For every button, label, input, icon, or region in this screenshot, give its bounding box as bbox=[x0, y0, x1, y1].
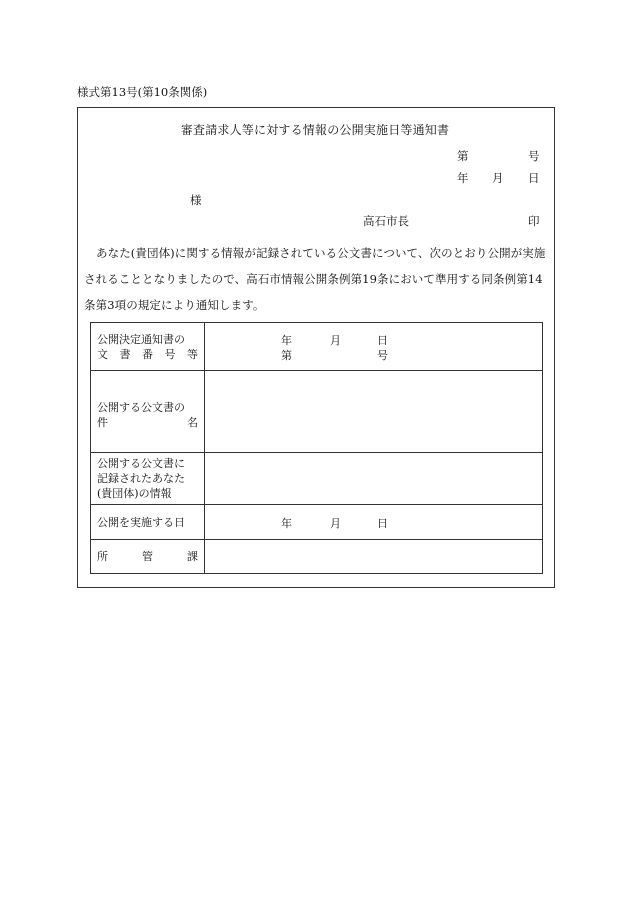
row-value-decision-number bbox=[205, 323, 543, 371]
table-row-department bbox=[91, 540, 543, 574]
row-value-department bbox=[205, 540, 543, 574]
label-char: 番 bbox=[142, 347, 153, 361]
row-label-decision-number bbox=[91, 323, 205, 371]
table-row-document-title bbox=[91, 371, 543, 453]
doc-number-prefix: 第 bbox=[457, 149, 469, 163]
table-row-decision-number bbox=[91, 323, 543, 371]
label-char: 件 bbox=[97, 415, 108, 429]
label-char: 等 bbox=[187, 347, 198, 361]
date-day-label: 日 bbox=[528, 171, 540, 185]
form-number: 様式第13号(第10条関係) bbox=[77, 85, 208, 99]
row-label-document-title bbox=[91, 371, 205, 453]
label-char: 文 bbox=[97, 347, 108, 361]
date-month-label: 月 bbox=[492, 171, 504, 185]
label-char: 課 bbox=[187, 550, 198, 563]
decision-number-prefix: 第 bbox=[281, 348, 292, 362]
implementation-day-label: 日 bbox=[377, 516, 388, 530]
label-line-justified bbox=[97, 549, 204, 564]
label-line: 公開する公文書に bbox=[97, 457, 185, 470]
document-title: 審査請求人等に対する情報の公開実施日等通知書 bbox=[180, 123, 450, 137]
doc-number-suffix: 号 bbox=[528, 149, 540, 163]
table-row-recorded-info bbox=[91, 453, 543, 505]
label-line: 公開決定通知書の bbox=[97, 332, 185, 346]
row-value-implementation-date bbox=[205, 505, 543, 540]
body-line-1: あなた(貴団体)に関する情報が記録されている公文書について、次のとおり公開が実施 bbox=[96, 246, 546, 260]
implementation-month-label: 月 bbox=[330, 516, 341, 530]
addressee-suffix: 様 bbox=[190, 193, 202, 207]
label-char: 名 bbox=[187, 415, 198, 429]
label-line-justified bbox=[97, 415, 204, 430]
row-value-document-title bbox=[205, 371, 543, 453]
label-line: 記録されたあなた bbox=[97, 472, 185, 485]
decision-year-label: 年 bbox=[281, 333, 292, 347]
seal-mark: 印 bbox=[528, 214, 540, 228]
body-line-2: されることとなりましたので、高石市情報公開条例第19条において準用する同条例第14 bbox=[84, 272, 543, 286]
table-row-implementation-date bbox=[91, 505, 543, 540]
label-char: 号 bbox=[164, 347, 176, 361]
implementation-year-label: 年 bbox=[281, 516, 292, 530]
label-char: 管 bbox=[142, 550, 153, 563]
notice-body bbox=[84, 240, 554, 318]
row-value-recorded-info bbox=[205, 453, 543, 505]
issuer-name: 高石市長 bbox=[363, 214, 409, 228]
body-line-3: 条第3項の規定により通知します。 bbox=[84, 298, 265, 312]
decision-day-label: 日 bbox=[377, 333, 388, 347]
label-line: (貴団体)の情報 bbox=[97, 487, 172, 500]
decision-month-label: 月 bbox=[330, 333, 341, 347]
row-label-implementation-date: 公開を実施する日 bbox=[91, 505, 205, 540]
row-label-department bbox=[91, 540, 205, 574]
decision-number-suffix: 号 bbox=[377, 348, 388, 362]
detail-table bbox=[90, 322, 543, 574]
label-line-justified bbox=[97, 347, 204, 362]
date-year-label: 年 bbox=[457, 171, 469, 185]
label-char: 所 bbox=[97, 550, 108, 563]
row-label-recorded-info bbox=[91, 453, 205, 505]
label-char: 書 bbox=[119, 347, 131, 361]
label-line: 公開する公文書の bbox=[97, 400, 185, 414]
